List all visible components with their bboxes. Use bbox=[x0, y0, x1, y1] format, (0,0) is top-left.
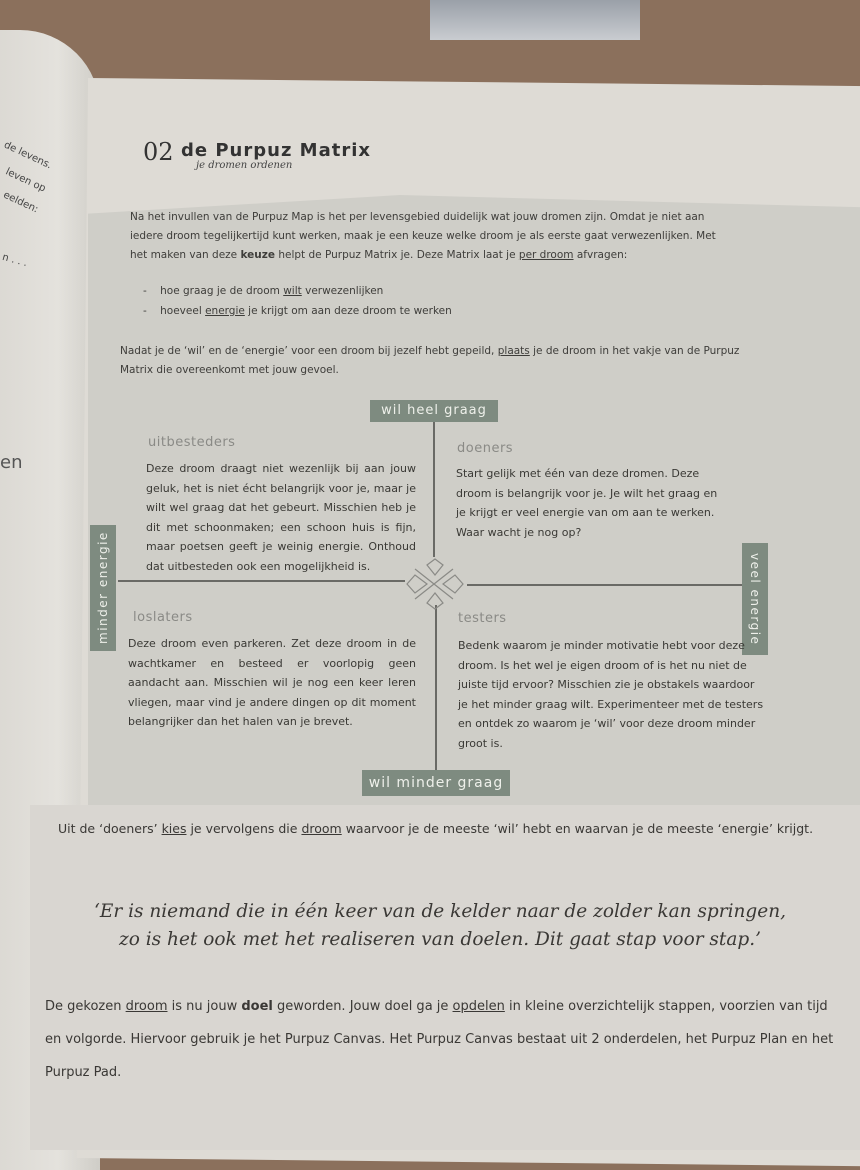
intro-paragraph bbox=[130, 208, 730, 265]
text: plaats bbox=[497, 345, 530, 357]
text: kies bbox=[161, 821, 187, 836]
text: hoe graag je de droom bbox=[160, 285, 284, 297]
quote bbox=[60, 898, 820, 954]
left-page-fragment: eelden: bbox=[1, 189, 40, 216]
text: per droom bbox=[518, 249, 574, 261]
text: Uit de ‘doeners’ bbox=[58, 821, 162, 836]
left-page-fragment: en bbox=[0, 452, 23, 473]
axis-horizontal-right bbox=[467, 584, 743, 586]
text: droom bbox=[125, 999, 168, 1014]
quadrant-title-uitbesteders: uitbesteders bbox=[148, 435, 236, 450]
page-title: de Purpuz Matrix bbox=[181, 140, 372, 161]
text: hoeveel bbox=[160, 305, 206, 317]
after-paragraph bbox=[58, 812, 818, 845]
label-wil-minder-graag: wil minder graag bbox=[362, 770, 510, 796]
text: keuze bbox=[240, 249, 275, 261]
text: je vervolgens die bbox=[186, 821, 302, 836]
page-lower bbox=[30, 805, 860, 1150]
text: Nadat je de ‘wil’ en de ‘energie’ voor een droom bij jezelf hebt gepeild, bbox=[120, 345, 498, 357]
quadrant-title-testers: testers bbox=[458, 611, 507, 626]
bullet-item: - hoeveel energie je krijgt om aan deze droom te werken bbox=[143, 305, 452, 317]
quadrant-text-doeners: Start gelijk met één van deze dromen. Deze droom is belangrijk voor je. Je wilt het graag en je krijgt er veel energie van om aan te werken. Waar wacht je nog op? bbox=[456, 467, 718, 539]
text: afvragen: bbox=[573, 249, 628, 261]
page-subtitle: je dromen ordenen bbox=[196, 160, 293, 171]
paper-stack bbox=[430, 0, 640, 40]
text: De gekozen bbox=[45, 999, 126, 1014]
axis-vertical-top bbox=[433, 422, 435, 557]
text: je krijgt om aan deze droom te werken bbox=[244, 305, 452, 317]
left-page-fragment: de levens. bbox=[2, 139, 54, 172]
left-page-fragment: n . . . bbox=[1, 251, 29, 270]
closing-paragraph bbox=[45, 990, 835, 1089]
chapter-number: 02 bbox=[143, 138, 174, 166]
quote-line: ‘Er is niemand die in één keer van de kelder naar de zolder kan springen, bbox=[93, 901, 787, 922]
label-wil-heel-graag: wil heel graag bbox=[370, 400, 498, 422]
quadrant-text-uitbesteders: Deze droom draagt niet wezenlijk bij aan jouw geluk, het is niet écht belangrijk voor je, maar je wilt wel graag dat het gebeurt. Misschien heb je dit met schoonmaken; een schoon huis is fijn, maar poetsen geeft je weinig energie. Onthoud dat uitbesteden ook een mogelijkheid is. bbox=[146, 462, 416, 573]
axis-vertical-bottom bbox=[435, 605, 437, 770]
label-minder-energie: minder energie bbox=[90, 525, 116, 651]
left-page-fragment: leven op bbox=[3, 166, 48, 195]
quadrant-text-loslaters: Deze droom even parkeren. Zet deze droom in de wachtkamer en besteed er voorlopig geen aandacht aan. Misschien wil je nog een keer leren vliegen, maar vind je andere dingen op dit moment belangrijker dan het halen van je brevet. bbox=[128, 637, 416, 728]
text: wilt bbox=[283, 285, 302, 297]
text: waarvoor je de meeste ‘wil’ hebt en waarvan je de meeste ‘energie’ krijgt. bbox=[341, 821, 814, 836]
text: in kleine overzichtelijk stappen, voorzien van tijd en volgorde. Hiervoor gebruik je het Purpuz Canvas. Het Purpuz Canvas bestaat uit 2 onderdelen, het Purpuz Plan en het Purpuz Pad. bbox=[45, 999, 834, 1080]
quadrant-title-loslaters: loslaters bbox=[133, 610, 193, 625]
text: doel bbox=[241, 999, 273, 1014]
axis-horizontal-left bbox=[118, 580, 405, 582]
text: je de droom in het vakje van de Purpuz Matrix die overeenkomt met jouw gevoel. bbox=[120, 345, 740, 376]
text: energie bbox=[205, 305, 245, 317]
text: Na het invullen van de Purpuz Map is het per levensgebied duidelijk wat jouw dromen zijn. Omdat je niet aan iedere droom tegelijkertijd kunt werken, maak je een keuze welke droom je als eerste gaat verwezenlijken. Met het maken van deze bbox=[130, 211, 716, 261]
quote-line: zo is het ook met het realiseren van doelen. Dit gaat stap voor stap.’ bbox=[119, 929, 761, 950]
intro-paragraph-2 bbox=[120, 342, 745, 380]
bullet-item: - hoe graag je de droom wilt verwezenlijken bbox=[143, 285, 384, 297]
label-veel-energie: veel energie bbox=[742, 543, 768, 655]
text: verwezenlijken bbox=[301, 285, 384, 297]
quadrant-text-testers: Bedenk waarom je minder motivatie hebt voor deze droom. Is het wel je eigen droom of is het nu niet de juiste tijd ervoor? Misschien zie je obstakels waardoor je het minder graag wilt. Experimenteer met de testers en ontdek zo waarom je ‘wil’ voor deze droom minder groot is. bbox=[458, 639, 764, 750]
quadrant-title-doeners: doeners bbox=[457, 441, 514, 456]
text: opdelen bbox=[452, 999, 505, 1014]
text: helpt de Purpuz Matrix je. Deze Matrix laat je bbox=[275, 249, 519, 261]
text: is nu jouw bbox=[167, 999, 242, 1014]
text: droom bbox=[301, 821, 342, 836]
text: geworden. Jouw doel ga je bbox=[272, 999, 453, 1014]
